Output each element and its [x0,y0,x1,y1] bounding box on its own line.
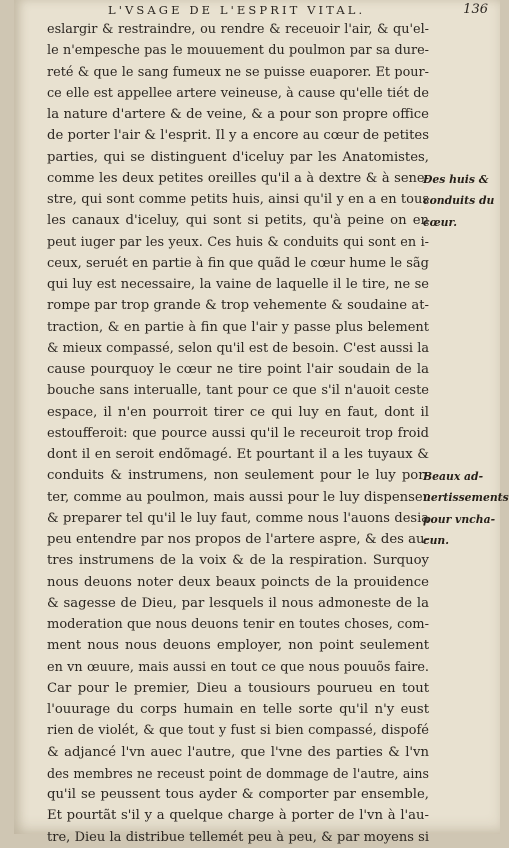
text-line: dont il en seroit endõmagé. Et pourtant il a les tuyaux & [47,447,429,462]
text-line: conduits & instrumens, non seulement pour le luy por- [47,468,429,484]
text-line: la nature d'artere & de veine, & a pour son propre office [47,107,429,122]
book-page [14,0,509,845]
text-line: stre, qui sont comme petits huis, ainsi qu'il y en a en tous [47,192,429,207]
page-number: 136 [463,2,488,17]
text-line: bouche sans interualle, tant pour ce que s'il n'auoit ceste [47,383,429,399]
margin-note-line: conduits du [423,194,495,208]
text-line: espace, il n'en pourroit tirer ce qui luy en faut, dont il [47,404,429,420]
text-line: ceux, seruét en partie à fin que quãd le cœur hume le sãg [47,255,429,271]
margin-note-line: uertissements [423,491,509,505]
margin-note-line: pour vncha- [423,512,496,526]
margin-note-line: Des huis & [423,173,489,186]
text-line: Car pour le premier, Dieu a tousiours pourueu en tout [47,680,429,696]
text-line: rien de violét, & que tout y fust si bien compassé, dispofé [47,723,429,739]
margin-note-line: cœur. [423,215,457,229]
text-line: reté & que le sang fumeux ne se puisse euaporer. Et pour- [47,64,429,80]
margin-note-huis [423,169,503,233]
text-line: les canaux d'iceluy, qui sont si petits, qu'à peine on en [47,213,429,229]
text-line: & preparer tel qu'il le luy faut, comme nous l'auons desia [47,510,429,526]
text-line: comme les deux petites oreilles qu'il a à dextre & à sene- [47,170,429,186]
text-line: traction, & en partie à fin que l'air y passe plus belement [47,319,429,335]
text-line: l'ouurage du corps humain en telle sorte qu'il n'y eust [47,702,429,717]
text-line: ter, comme au poulmon, mais aussi pour le luy dispenser [47,489,429,505]
text-line: tres instrumens de la voix & de la respiration. Surquoy [47,553,429,569]
text-line: cause pourquoy le cœur ne tire point l'air soudain de la [47,362,429,377]
text-line: tre, Dieu la distribue tellemét peu à peu, & par moyens si [47,829,429,845]
margin-note-line: cun. [423,533,450,547]
margin-note-line: Beaux ad- [423,470,484,483]
text-line: qui luy est necessaire, la vaine de laquelle il le tire, ne se [47,277,429,292]
text-line: & adjancé l'vn auec l'autre, que l'vne des parties & l'vn [47,744,429,760]
text-line: ment nous nous deuons employer, non point seulement [47,638,429,654]
text-line: & sagesse de Dieu, par lesquels il nous admoneste de la [47,595,429,611]
text-line: nous deuons noter deux beaux poincts de la prouidence [47,574,429,590]
text-line: qu'il se peussent tous ayder & comporter par ensemble, [47,787,429,802]
running-title: L'VSAGE DE L'ESPRIT VITAL. [108,3,366,17]
text-line: en vn œuure, mais aussi en tout ce que nous pouuõs faire. [47,659,429,675]
text-line: ce elle est appellee artere veineuse, à cause qu'elle tiét de [47,85,429,101]
text-line: parties, qui se distinguent d'iceluy par les Anatomistes, [47,149,429,165]
text-line: le n'empesche pas le mouuement du poulmon par sa dure- [47,43,429,59]
text-line: estoufferoit: que pource aussi qu'il le receuroit trop froid [47,425,429,441]
text-line: peut iuger par les yeux. Ces huis & conduits qui sont en i- [47,234,429,250]
text-line: de porter l'air & l'esprit. Il y a encore au cœur de petites [47,128,429,144]
text-line: Et pourtãt s'il y a quelque charge à porter de l'vn à l'au- [47,808,429,824]
text-line: rompe par trop grande & trop vehemente & soudaine at- [47,298,429,314]
text-line: & mieux compassé, selon qu'il est de besoin. C'est aussi la [47,340,429,356]
text-line: eslargir & restraindre, ou rendre & receuoir l'air, & qu'el- [47,22,429,37]
text-line: des membres ne receust point de dommage de l'autre, ains [47,765,429,781]
text-line: moderation que nous deuons tenir en toutes choses, com- [47,617,429,632]
text-line: peu entendre par nos propos de l'artere aspre, & des au- [47,532,429,547]
body-text [47,19,429,848]
margin-note-advertissements [423,466,509,551]
